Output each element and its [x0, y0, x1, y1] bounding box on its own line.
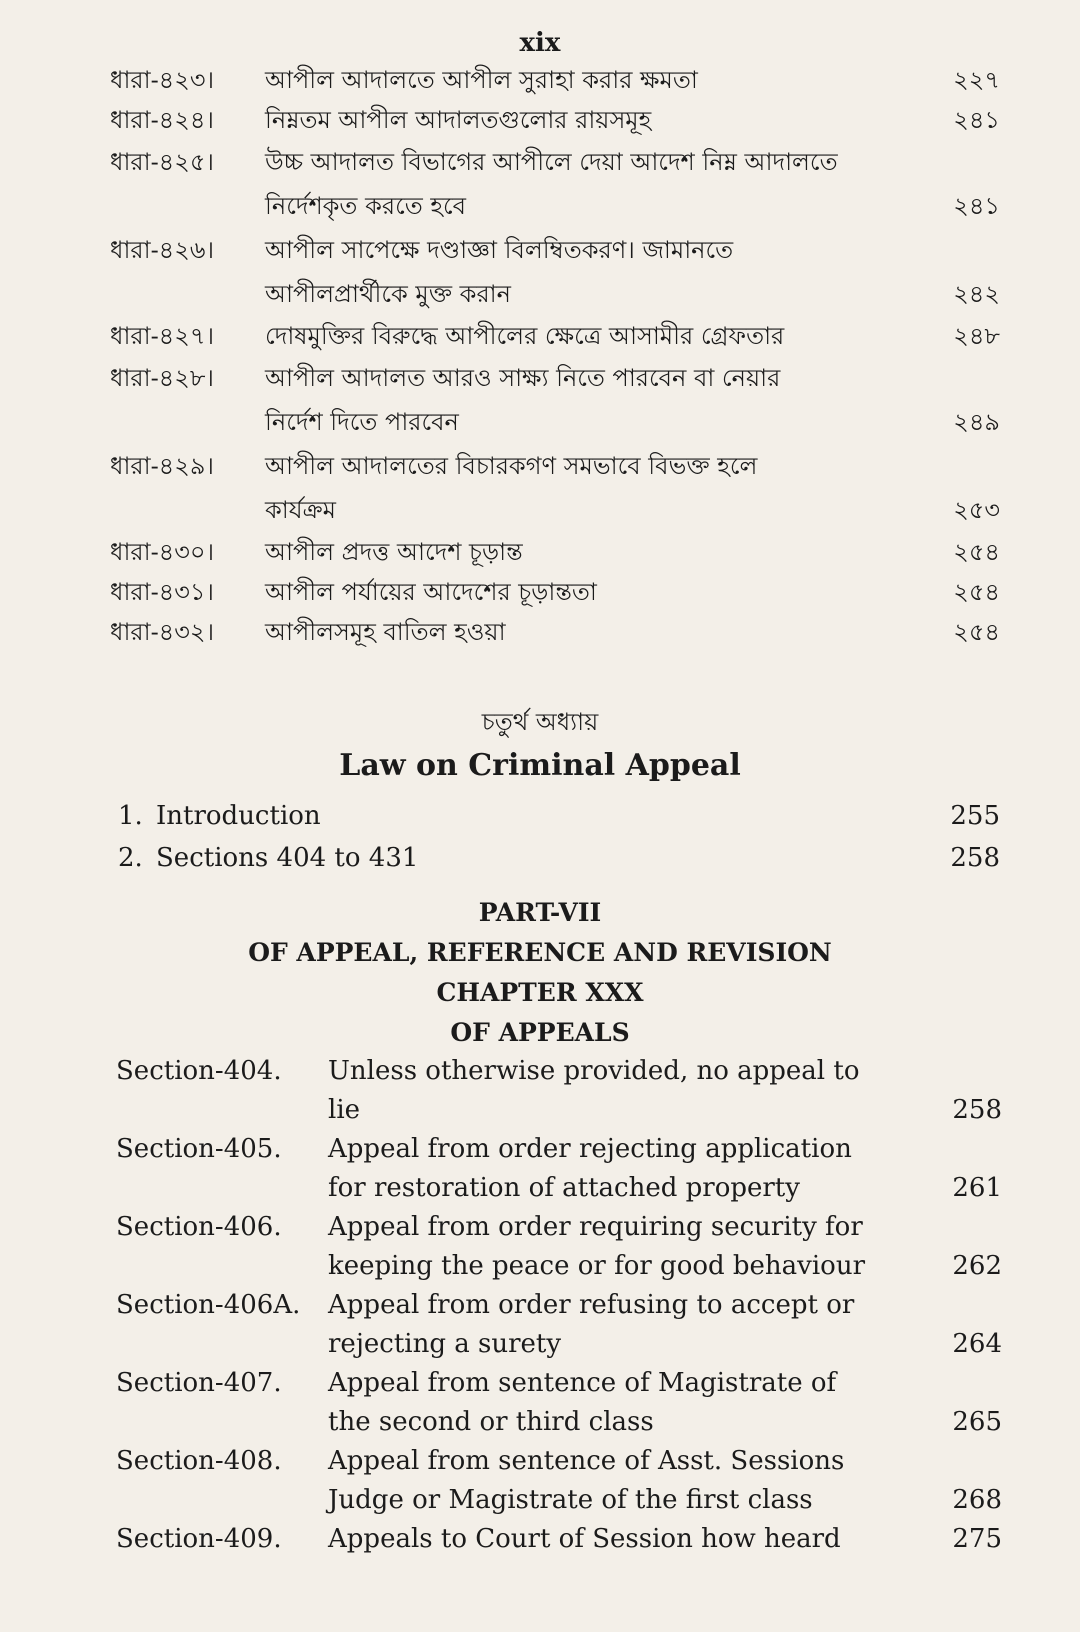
section-number: Section-408. — [116, 1446, 282, 1476]
section-number: Section-409. — [116, 1524, 282, 1554]
section-title — [328, 1364, 922, 1442]
title-line: rejecting a surety — [328, 1329, 562, 1359]
title-line: Unless otherwise provided, no appeal to — [328, 1056, 860, 1086]
section-title: আপীল প্রদত্ত আদেশ চূড়ান্ত — [265, 538, 523, 566]
list-item — [116, 1364, 1002, 1442]
title-line: lie — [328, 1095, 361, 1125]
bengali-contents-list — [110, 60, 1000, 652]
list-item — [110, 572, 1000, 612]
title-line: Appeal from sentence of Asst. Sessions — [328, 1446, 845, 1476]
section-title — [265, 356, 940, 444]
chapter-title: CHAPTER XXX — [436, 978, 644, 1007]
list-item — [110, 316, 1000, 356]
section-number: ধারা-৪২৮। — [110, 364, 215, 392]
section-title: আপীলসমূহ বাতিল হওয়া — [265, 618, 506, 646]
section-number: Section-407. — [116, 1368, 282, 1398]
part-title: PART-VII — [478, 898, 602, 927]
section-title — [265, 140, 940, 228]
list-item — [110, 100, 1000, 140]
title-line: কার্যক্রম — [265, 496, 336, 524]
section-number: ধারা-৪২৫। — [110, 148, 215, 176]
section-number: ধারা-৪২৭। — [110, 322, 215, 350]
page-ref: ২৪১ — [953, 192, 1000, 220]
section-number: ধারা-৪৩১। — [110, 578, 215, 606]
title-line: আপীল আদালত আরও সাক্ষ্য নিতে পারবেন বা নেয়ার — [265, 364, 781, 392]
page-ref: ২৫৩ — [953, 496, 1000, 524]
list-item — [110, 532, 1000, 572]
page-ref: 262 — [952, 1251, 1002, 1281]
page-ref: 275 — [952, 1524, 1002, 1554]
chapter-heading-bengali: চতুর্থ অধ্যায় — [481, 708, 599, 736]
page-ref: ২৪২ — [953, 280, 1000, 308]
section-title — [328, 1442, 922, 1520]
item-number: 1. — [118, 801, 143, 831]
section-number: ধারা-৪২৬। — [110, 236, 215, 264]
section-title: Appeals to Court of Session how heard — [328, 1524, 841, 1554]
section-title — [265, 228, 940, 316]
section-number: Section-406. — [116, 1212, 282, 1242]
section-title: দোষমুক্তির বিরুদ্ধে আপীলের ক্ষেত্রে আসামীর গ্রেফতার — [265, 322, 785, 350]
title-line: Appeal from sentence of Magistrate of — [328, 1368, 837, 1398]
title-line: নির্দেশ দিতে পারবেন — [265, 408, 459, 436]
title-line: keeping the peace or for good behaviour — [328, 1251, 866, 1281]
page-ref: ২৪৮ — [953, 322, 1000, 350]
list-item — [116, 1442, 1002, 1520]
section-title — [328, 1130, 922, 1208]
section-title — [328, 1208, 922, 1286]
section-number: ধারা-৪৩০। — [110, 538, 215, 566]
list-item — [116, 1286, 1002, 1364]
section-number: ধারা-৪২৯। — [110, 452, 215, 480]
law-title: Law on Criminal Appeal — [339, 748, 741, 783]
section-number: ধারা-৪২৪। — [110, 106, 215, 134]
title-line: the second or third class — [328, 1407, 654, 1437]
page-ref: 265 — [952, 1407, 1002, 1437]
page-ref: ২৫৪ — [953, 538, 1000, 566]
title-line: আপীল সাপেক্ষে দণ্ডাজ্ঞা বিলম্বিতকরণ। জামানতে — [265, 236, 734, 264]
title-line: নির্দেশকৃত করতে হবে — [265, 192, 466, 220]
page-ref: ২৫৪ — [953, 578, 1000, 606]
page-ref: ২৪১ — [953, 106, 1000, 134]
page-ref: 258 — [952, 1095, 1002, 1125]
list-item — [110, 444, 1000, 532]
section-title — [328, 1052, 922, 1130]
section-number: Section-406A. — [116, 1290, 301, 1320]
page-ref: 255 — [950, 801, 1000, 831]
section-number: ধারা-৪২৩। — [110, 66, 215, 94]
page-ref: 258 — [950, 843, 1000, 873]
title-line: for restoration of attached property — [328, 1173, 800, 1203]
list-item — [116, 1130, 1002, 1208]
title-line: Judge or Magistrate of the first class — [328, 1485, 813, 1515]
list-item — [118, 795, 1000, 837]
intro-list — [118, 795, 1000, 879]
list-item — [116, 1520, 1002, 1559]
item-text: Introduction — [156, 801, 321, 831]
list-item — [118, 837, 1000, 879]
section-title — [265, 444, 940, 532]
section-number: Section-405. — [116, 1134, 282, 1164]
title-line: আপীলপ্রার্থীকে মুক্ত করান — [265, 280, 511, 308]
page-ref: ২২৭ — [953, 66, 1000, 94]
section-title: আপীল পর্যায়ের আদেশের চূড়ান্ততা — [265, 578, 597, 606]
item-text: Sections 404 to 431 — [156, 843, 419, 873]
list-item — [110, 612, 1000, 652]
title-line: Appeal from order refusing to accept or — [328, 1290, 855, 1320]
english-contents-list — [116, 1052, 1002, 1559]
page-number: xix — [519, 28, 561, 58]
page-ref: 268 — [952, 1485, 1002, 1515]
list-item — [110, 140, 1000, 228]
title-line: আপীল আদালতের বিচারকগণ সমভাবে বিভক্ত হলে — [265, 452, 758, 480]
list-item — [110, 356, 1000, 444]
page-ref: ২৪৯ — [953, 408, 1000, 436]
item-number: 2. — [118, 843, 143, 873]
title-line: Appeal from order rejecting application — [328, 1134, 852, 1164]
chapter-subtitle: OF APPEALS — [450, 1018, 630, 1047]
part-subtitle: OF APPEAL, REFERENCE AND REVISION — [248, 938, 832, 967]
section-number: ধারা-৪৩২। — [110, 618, 215, 646]
section-title: নিম্নতম আপীল আদালতগুলোর রায়সমূহ — [265, 106, 652, 134]
title-line: উচ্চ আদালত বিভাগের আপীলে দেয়া আদেশ নিম্ন আদালতে — [265, 148, 838, 176]
section-number: Section-404. — [116, 1056, 282, 1086]
section-title: আপীল আদালতে আপীল সুরাহা করার ক্ষমতা — [265, 66, 698, 94]
list-item — [116, 1208, 1002, 1286]
page-ref: 264 — [952, 1329, 1002, 1359]
section-title — [328, 1286, 922, 1364]
page-ref: ২৫৪ — [953, 618, 1000, 646]
title-line: Appeal from order requiring security for — [328, 1212, 863, 1242]
page-ref: 261 — [952, 1173, 1002, 1203]
list-item — [116, 1052, 1002, 1130]
list-item — [110, 228, 1000, 316]
list-item — [110, 60, 1000, 100]
